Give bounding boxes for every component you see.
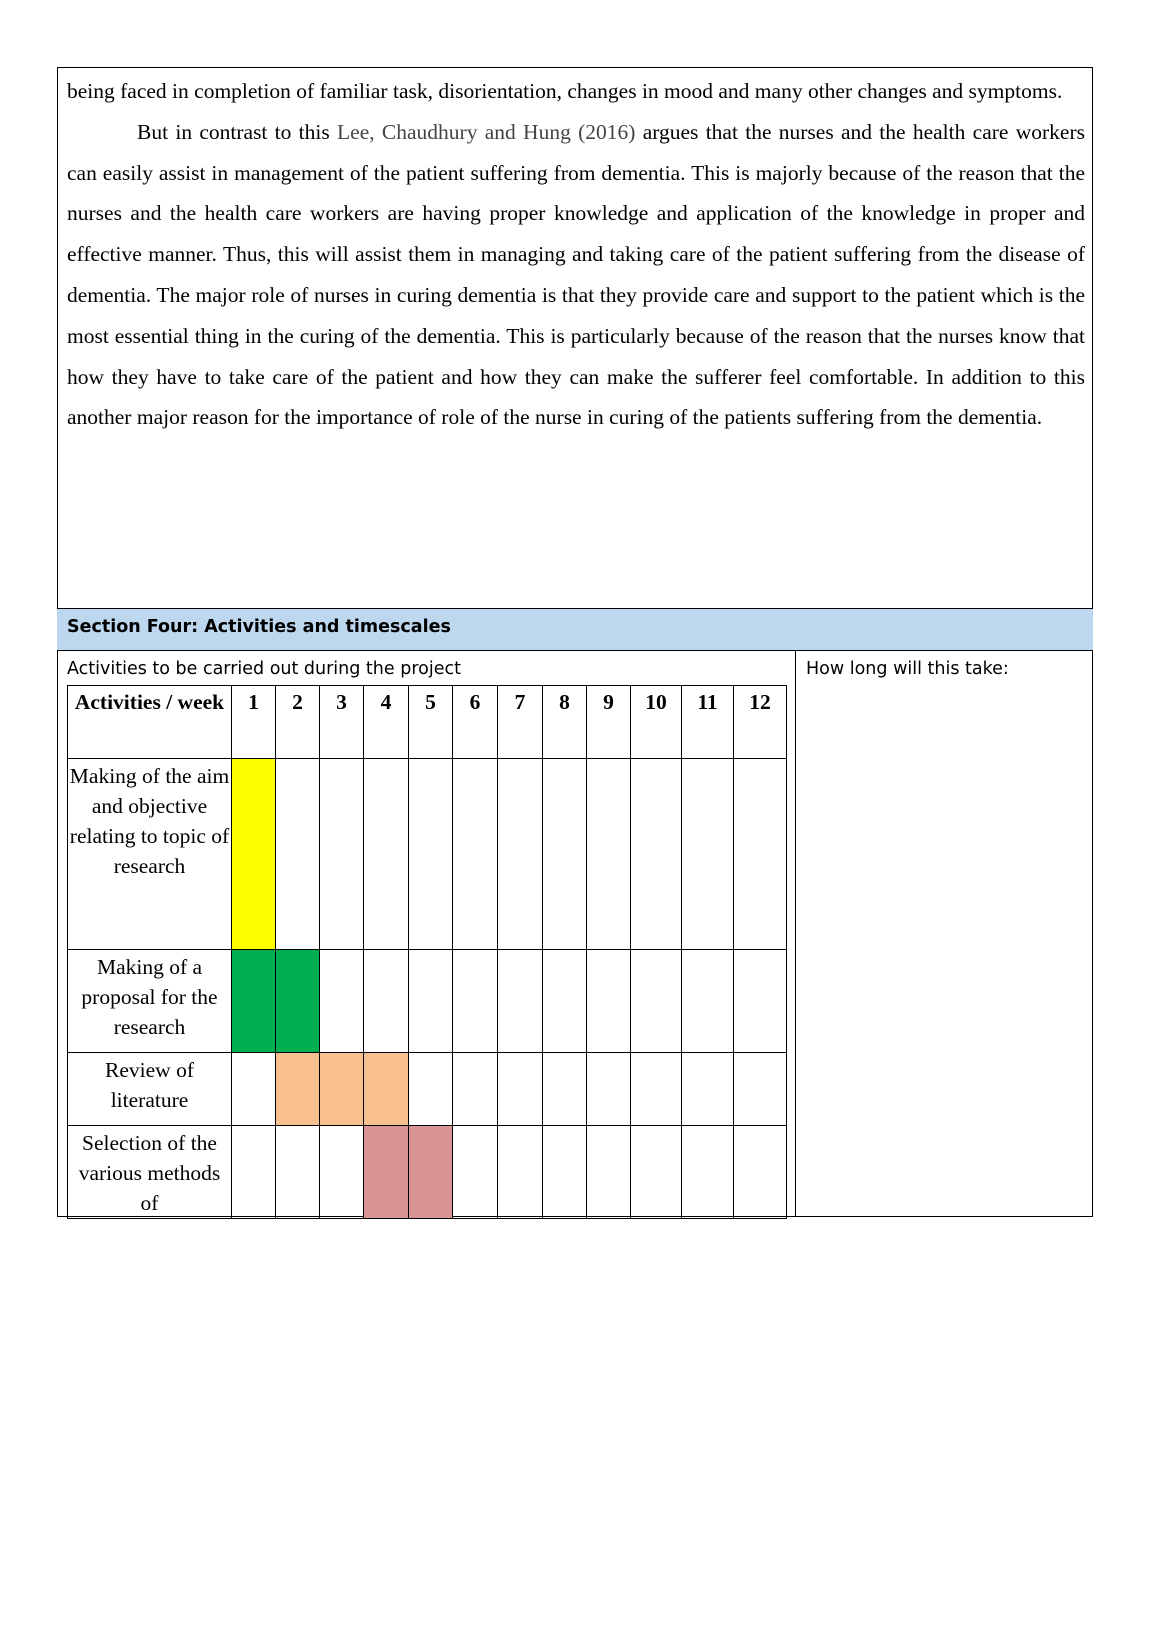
gantt-row xyxy=(68,1053,787,1126)
gantt-row xyxy=(68,950,787,1053)
gantt-cell xyxy=(631,759,682,950)
gantt-header-label: Activities / week xyxy=(68,686,232,759)
how-long-label: How long will this take: xyxy=(806,659,1009,679)
gantt-cell xyxy=(682,1126,734,1219)
gantt-cell xyxy=(453,1126,498,1219)
week-header-1: 1 xyxy=(232,686,276,759)
gantt-row xyxy=(68,759,787,950)
gantt-bar-cell xyxy=(232,950,276,1053)
gantt-cell xyxy=(682,759,734,950)
activity-label: Making of a proposal for the research xyxy=(68,950,232,1053)
gantt-cell xyxy=(453,759,498,950)
gantt-bar-cell xyxy=(232,759,276,950)
gantt-cell xyxy=(453,950,498,1053)
gantt-cell xyxy=(543,950,587,1053)
gantt-bar-cell xyxy=(364,1053,409,1126)
activities-label: Activities to be carried out during the project xyxy=(67,659,461,679)
gantt-cell xyxy=(409,950,453,1053)
paragraph-1: being faced in completion of familiar task, disorientation, changes in mood and many other changes and symptoms. xyxy=(67,79,1063,103)
gantt-cell xyxy=(631,950,682,1053)
gantt-cell xyxy=(734,950,787,1053)
gantt-cell xyxy=(498,950,543,1053)
body-text xyxy=(67,71,1085,438)
gantt-cell xyxy=(631,1053,682,1126)
gantt-cell xyxy=(734,1053,787,1126)
activity-label: Selection of the various methods of xyxy=(68,1126,232,1219)
gantt-cell xyxy=(631,1126,682,1219)
gantt-cell xyxy=(682,950,734,1053)
week-header-5: 5 xyxy=(409,686,453,759)
gantt-cell xyxy=(734,759,787,950)
gantt-bar-cell xyxy=(276,1053,320,1126)
gantt-cell xyxy=(543,1126,587,1219)
week-header-7: 7 xyxy=(498,686,543,759)
gantt-bar-cell xyxy=(320,1053,364,1126)
gantt-cell xyxy=(320,1126,364,1219)
gantt-cell xyxy=(409,1053,453,1126)
gantt-cell xyxy=(543,759,587,950)
gantt-cell xyxy=(364,759,409,950)
week-header-11: 11 xyxy=(682,686,734,759)
gantt-cell xyxy=(734,1126,787,1219)
gantt-cell xyxy=(682,1053,734,1126)
gantt-cell xyxy=(320,759,364,950)
gantt-cell xyxy=(364,950,409,1053)
gantt-cell xyxy=(498,1126,543,1219)
gantt-bar-cell xyxy=(276,950,320,1053)
gantt-table xyxy=(67,685,787,1219)
gantt-cell xyxy=(276,1126,320,1219)
week-header-9: 9 xyxy=(587,686,631,759)
paragraph-2-start: But in contrast to this xyxy=(137,119,338,144)
gantt-cell xyxy=(498,1053,543,1126)
citation-link[interactable]: Lee, Chaudhury and Hung (2016) xyxy=(337,119,636,144)
column-divider xyxy=(795,651,796,1216)
gantt-cell xyxy=(320,950,364,1053)
gantt-cell xyxy=(543,1053,587,1126)
gantt-cell xyxy=(587,1126,631,1219)
week-header-4: 4 xyxy=(364,686,409,759)
week-header-12: 12 xyxy=(734,686,787,759)
section-header xyxy=(57,608,1093,651)
paragraph-2-rest: argues that the nurses and the health care workers can easily assist in management of the patient suffering from dementia. This is majorly because of the reason that the nurses and the health care workers are having proper knowledge and application of the knowledge in proper and effective manner. Thus, this will assist them in managing and taking care of the patient suffering from the disease of dementia. The major role of nurses in curing dementia is that they provide care and support to the patient which is the most essential thing in the curing of the dementia. This is particularly because of the reason that the nurses know that how they have to take care of the patient and how they can make the sufferer feel comfortable. In addition to this another major reason for the importance of role of the nurse in curing of the patients suffering from the dementia. xyxy=(67,119,1085,430)
gantt-cell xyxy=(587,950,631,1053)
activity-label: Making of the aim and objective relating to topic of research xyxy=(68,759,232,950)
week-header-2: 2 xyxy=(276,686,320,759)
week-header-8: 8 xyxy=(543,686,587,759)
week-header-6: 6 xyxy=(453,686,498,759)
gantt-cell xyxy=(453,1053,498,1126)
gantt-cell xyxy=(587,759,631,950)
gantt-cell xyxy=(587,1053,631,1126)
gantt-cell xyxy=(276,759,320,950)
section-title: Section Four: Activities and timescales xyxy=(67,617,451,637)
gantt-header-row xyxy=(68,686,787,759)
gantt-bar-cell xyxy=(364,1126,409,1219)
gantt-cell xyxy=(498,759,543,950)
activity-label: Review of literature xyxy=(68,1053,232,1126)
week-header-10: 10 xyxy=(631,686,682,759)
gantt-cell xyxy=(409,759,453,950)
paragraph-2 xyxy=(67,112,1085,438)
gantt-cell xyxy=(232,1053,276,1126)
gantt-bar-cell xyxy=(409,1126,453,1219)
gantt-row xyxy=(68,1126,787,1219)
gantt-cell xyxy=(232,1126,276,1219)
week-header-3: 3 xyxy=(320,686,364,759)
